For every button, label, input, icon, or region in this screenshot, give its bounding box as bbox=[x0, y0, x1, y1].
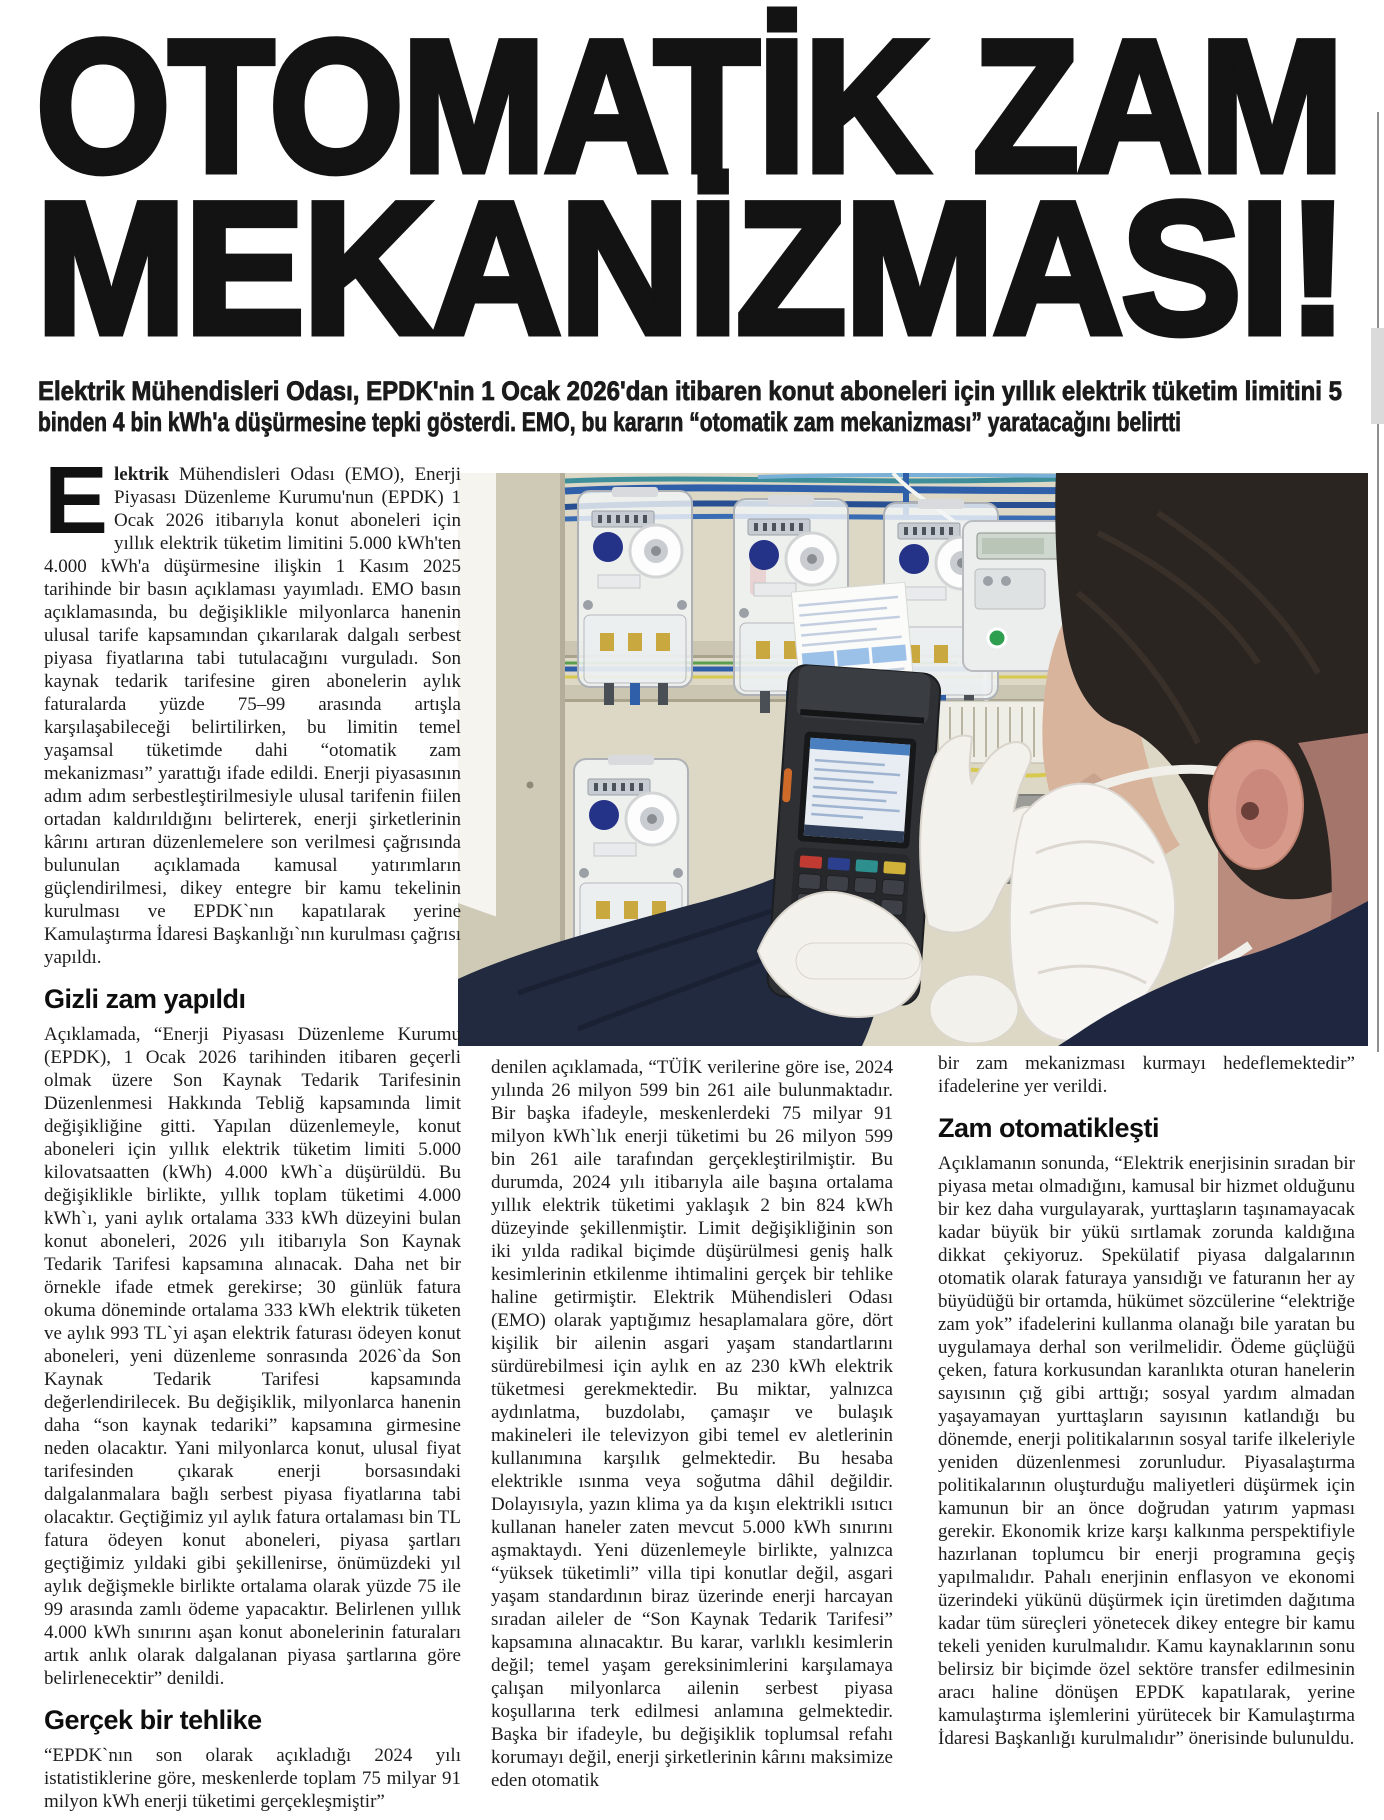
paragraph: bir zam mekanizması kurmayı hedeflemektedir” ifadelerine yer verildi. bbox=[938, 1053, 1355, 1097]
ear-canal bbox=[1241, 802, 1259, 820]
news-photo bbox=[458, 473, 1368, 1046]
paragraph: Açıklamanın sonunda, “Elektrik enerjisinin sıradan bir piyasa metaı olmadığını, kamusal bir hizmet olduğunu bir kez daha vurgulayarak, yurttaşların taşınamayacak kadar büyük bir yükü sırtlamak zorunda kaldığına dikkat çekiyoruz. Spekülatif piyasa dalgalarının otomatik olarak faturaya yansıdığı ve faturanın her ay büyüdüğü bir ortamda, hükümet sözcülerine “elektriğe zam yok” ifadelerini kullanma olanağı bile yaratan bu uygulamaya derhal son verilmelidir. Ödeme güçlüğü çeken, fatura korkusundan karanlıkta oturan hanelerin sayısının çığ gibi arttığı; sosyal yardım almadan yaşayamayan yurttaşların sayısının katlandığı bu dönemde, enerji politikalarının sosyal tarife ilkeleriyle yeniden düzenlenmesi zorunludur. Piyasalaştırma politikalarının oluşturduğu maliyetleri düşürmek için kamunun bir an önce doğrudan yatırım yapması gerekir. Ekonomik krize karşı kalkınma perspektifiyle hazırlanan toplumcu bir enerji programına geçiş yapılmalıdır. Pahalı enerjinin enflasyon ve ekonomi üzerindeki yükünü düşürmek için üretimden dağıtıma kadar tüm süreçleri yönetecek dikey entegre bir kamu tekeli yeniden kurulmalıdır. Kamu kaynaklarının sonu belirsiz bir biçimde özel sektöre transfer edilmesinin aracı haline dönüşen EPDK kapatılarak, yerine kamulaştırma işlemlerini yürütecek bir Kamulaştırma İdaresi Başkanlığı kurulmalıdır” önerisinde bulunuldu. bbox=[938, 1153, 1355, 1749]
section-heading-gercek-tehlike: Gerçek bir tehlike bbox=[44, 1705, 262, 1735]
page-edge-rule bbox=[1377, 112, 1379, 1052]
article-lead-paragraph bbox=[44, 447, 461, 969]
headline-line2: MEKANİZMASI! bbox=[36, 163, 1346, 373]
drop-cap: E bbox=[44, 447, 106, 554]
article-column-3 bbox=[938, 1052, 1355, 1752]
lead-bold-word: lektrik bbox=[114, 464, 169, 485]
section-heading-gizli-zam: Gizli zam yapıldı bbox=[44, 984, 246, 1014]
subheadline-line1: Elektrik Mühendisleri Odası, EPDK'nin 1 Ocak 2026'dan itibaren konut aboneleri için yıllık elektrik tüketim limitini 5 bbox=[38, 376, 1342, 406]
headline bbox=[36, 1, 1348, 373]
article-column-2 bbox=[491, 1056, 893, 1794]
paragraph: “EPDK`nın son olarak açıkladığı 2024 yılı istatistiklerine göre, meskenlerde toplam 75 milyar 91 milyon kWh enerji tüketimi gerçekleşmiştir” bbox=[44, 1745, 461, 1812]
paragraph: denilen açıklamada, “TÜİK verilerine göre ise, 2024 yılında 26 milyon 599 bin 261 aile bulunmaktadır. Bir başka ifadeyle, meskenlerdeki 75 milyar 91 milyon kWh`lık enerji tüketimi bu 26 milyon 599 bin 261 aile tarafından gerçekleştirilmiştir. Bu durumda, 2024 yılı itibarıyla aile başına ortalama yıllık elektrik tüketimi yaklaşık 2 bin 824 kWh düzeyinde şekillenmiştir. Limit değişikliğinin son iki yılda radikal biçimde düşürülmesi geniş halk kesimlerinin etkilenme ihtimalini gerçek bir tehlike haline getirmiştir. Elektrik Mühendisleri Odası (EMO) olarak yaptığımız hesaplamalara göre, dört kişilik bir ailenin asgari yaşam standartlarını sürdürebilmesi için aylık en az 230 kWh elektrik tüketmesi gerekmektedir. Bu miktar, yalnızca aydınlatma, buzdolabı, çamaşır ve bulaşık makineleri ile televizyon gibi temel ev aletlerinin kullanımına karşılık gelmektedir. Bu hesaba elektrikle ısınma veya soğutma dâhil değildir. Dolayısıyla, yazın klima ya da kışın elektrikli ısıtıcı kullanan haneler zaten mevcut 5.000 kWh sınırını aşmaktaydı. Yeni düzenlemeyle birlikte, yalnızca “yüksek tüketimli” villa tipi konutlar değil, asgari yaşam standardının biraz üzerinde enerji harcayan sıradan aileler de “Son Kaynak Tedarik Tarifesi” kapsamına alınacaktır. Bu karar, varlıklı kesimlerin değil; temel yaşam gereksinimlerini karşılamaya çalışan milyonlarca ailenin serbest piyasa koşullarına terk edilmesi anlamına gelmektedir. Başka bir ifadeyle, bu değişiklik toplumsal refahı korumayı değil, enerji şirketlerinin kârını maksimize eden otomatik bbox=[491, 1057, 893, 1791]
section-heading-zam-otomatiklesti: Zam otomatikleşti bbox=[938, 1113, 1160, 1143]
subheadline bbox=[38, 374, 1354, 440]
headline-line1: OTOMATİK ZAM bbox=[36, 1, 1342, 211]
article-column-1 bbox=[44, 447, 461, 1815]
scan-artifact bbox=[1371, 328, 1384, 424]
news-photo-illustration bbox=[458, 473, 1368, 1046]
paragraph-text: Mühendisleri Odası (EMO), Enerji Piyasası Düzenleme Kurumu'nun (EPDK) 1 Ocak 2026 itibarıyla konut aboneleri için yıllık elektrik tüketim limitini 5.000 kWh'ten 4.000 kWh'a düşürmesine ilişkin 1 Kasım 2025 tarihinde bir basın açıklaması yayımladı. EMO basın açıklamasında, bu değişiklikle milyonlarca hanenin ulusal tarife kapsamından çıkarılarak dalgalı serbest piyasa fiyatlarına tabi tutulacağını vurguladı. Son kaynak tedarik tarifesine giren abonelerin aylık faturalarda yüzde 75–99 arasında artışla karşılaşabileceği belirtilirken, bu limitin temel yaşamsal tüketimde dahi “otomatik zam mekanizması” yarattığı ifade edildi. Enerji piyasasının adım adım serbestleştirilmesiyle ulusal tarifenin fiilen ortadan kaldırıldığını belirterek, enerji şirketlerinin kârını artıran düzenlemelere son verilmesi çağrısında bulunulan açıklamada kamusal yatırımların güçlendirilmesi, dikey entegre bir kamu tekelinin kurulması ve EPDK`nın kapatılarak yerine Kamulaştırma İdaresi Başkanlığı`nın kurulması çağrısı yapıldı. bbox=[44, 464, 461, 968]
subheadline-line2: binden 4 bin kWh'a düşürmesine tepki gösterdi. EMO, bu kararın “otomatik zam mekanizması” yaratacağını belirtti bbox=[38, 407, 1181, 437]
paragraph: Açıklamada, “Enerji Piyasası Düzenleme Kurumu (EPDK), 1 Ocak 2026 tarihinden itibaren geçerli olmak üzere Son Kaynak Tedarik Tarifesinin Düzenlenmesi Hakkında Tebliğ kapsamında limit değişikliğine gitti. Yapılan düzenlemeyle, konut aboneleri için yıllık elektrik tüketim limiti 5.000 kilovatsaatten (kWh) 4.000 kWh`a düşürüldü. Bu değişiklikle birlikte, yıllık toplam tüketimi 4.000 kWh`ı, yani aylık ortalama 333 kWh düzeyini bulan konut aboneleri, 2026 yılı itibarıyla Son Kaynak Tedarik Tarifesi kapsamına alınacak. Daha net bir örnekle ifade etmek gerekirse; 30 günlük fatura okuma döneminde ortalama 333 kWh elektrik tüketen ve aylık 993 TL`yi aşan elektrik faturası ödeyen konut aboneleri, yeni düzenleme sonrasında 2026`da Son Kaynak Tedarik Tarifesi kapsamında değerlendirilecek. Bu değişiklik, milyonlarca hanenin daha “son kaynak tedariki” kapsamına girmesine neden olacaktır. Yani milyonlarca konut, ulusal fiyat tarifesinden çıkarak enerji borsasındaki dalgalanmalara bağlı serbest piyasa fiyatlarına tabi olacaktır. Geçtiğimiz yıl aylık fatura ortalaması bin TL fatura ödeyen konut aboneleri, piyasa şartları geçtiğimiz yıldaki gibi şekillenirse, önümüzdeki yıl aylık değişmekle birlikte ortalama olarak yüzde 75 ile 99 arasında zamlı ödeme yapacaktır. Belirlenen yıllık 4.000 kWh sınırını aşan konut abonelerinin faturaları artık anlık olarak dalgalanan piyasa şartlarına göre belirlenecektir” denildi. bbox=[44, 1024, 461, 1689]
